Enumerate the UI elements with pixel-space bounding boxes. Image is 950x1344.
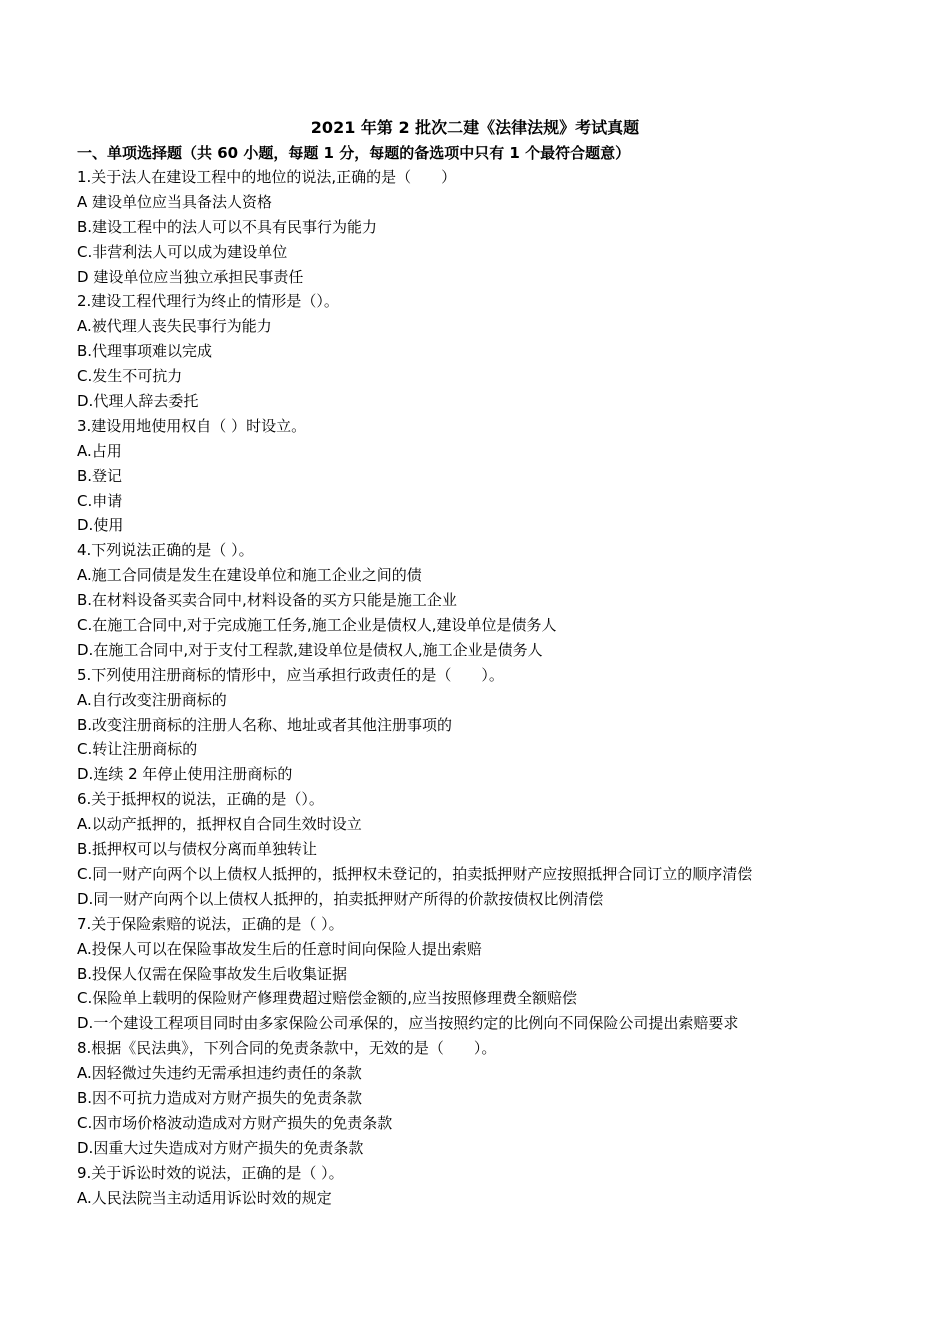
question-option: B.改变注册商标的注册人名称、地址或者其他注册事项的 bbox=[77, 715, 453, 734]
question-option: A.以动产抵押的，抵押权自合同生效时设立 bbox=[77, 815, 362, 834]
question-option: B.抵押权可以与债权分离而单独转让 bbox=[77, 840, 318, 859]
question-stem: 4.下列说法正确的是（ ）。 bbox=[77, 541, 254, 560]
section-header: 一、单项选择题（共 60 小题，每题 1 分，每题的备选项中只有 1 个最符合题意） bbox=[77, 144, 631, 162]
question-option: C.在施工合同中,对于完成施工任务,施工企业是债权人,建设单位是债务人 bbox=[77, 616, 557, 635]
question-option: D.因重大过失造成对方财产损失的免责条款 bbox=[77, 1138, 364, 1157]
question-option: B.建设工程中的法人可以不具有民事行为能力 bbox=[77, 217, 378, 236]
question-option: C.同一财产向两个以上债权人抵押的，抵押权未登记的，拍卖抵押财产应按照抵押合同订立的顺序清偿 bbox=[77, 864, 753, 883]
question-option: C.因市场价格波动造成对方财产损失的免责条款 bbox=[77, 1113, 393, 1132]
question-option: B.登记 bbox=[77, 466, 123, 485]
question-option: D.在施工合同中,对于支付工程款,建设单位是债权人,施工企业是债务人 bbox=[77, 640, 543, 659]
question-stem: 2.建设工程代理行为终止的情形是（）。 bbox=[77, 292, 339, 311]
question-option: B.因不可抗力造成对方财产损失的免责条款 bbox=[77, 1088, 363, 1107]
question-option: B.在材料设备买卖合同中,材料设备的买方只能是施工企业 bbox=[77, 591, 457, 610]
question-option: C.申请 bbox=[77, 491, 123, 510]
question-stem: 7.关于保险索赔的说法，正确的是（ ）。 bbox=[77, 914, 344, 933]
question-option: D 建设单位应当独立承担民事责任 bbox=[77, 267, 304, 286]
question-option: A.施工合同债是发生在建设单位和施工企业之间的债 bbox=[77, 566, 422, 585]
question-option: B.代理事项难以完成 bbox=[77, 342, 213, 361]
question-option: A.占用 bbox=[77, 441, 122, 460]
question-option: D.同一财产向两个以上债权人抵押的，拍卖抵押财产所得的价款按债权比例清偿 bbox=[77, 889, 604, 908]
question-option: A.人民法院当主动适用诉讼时效的规定 bbox=[77, 1188, 332, 1207]
question-stem: 3.建设用地使用权自（ ）时设立。 bbox=[77, 416, 307, 435]
question-option: D.连续 2 年停止使用注册商标的 bbox=[77, 765, 293, 784]
question-stem: 6.关于抵押权的说法，正确的是（）。 bbox=[77, 790, 324, 809]
question-stem: 8.根据《民法典》，下列合同的免责条款中，无效的是（ ）。 bbox=[77, 1039, 497, 1058]
question-option: C.保险单上载明的保险财产修理费超过赔偿金额的,应当按照修理费全额赔偿 bbox=[77, 989, 578, 1008]
question-option: C.非营利法人可以成为建设单位 bbox=[77, 242, 288, 261]
question-stem: 9.关于诉讼时效的说法，正确的是（ ）。 bbox=[77, 1163, 344, 1182]
question-option: D.代理人辞去委托 bbox=[77, 392, 199, 411]
question-option: C.转让注册商标的 bbox=[77, 740, 198, 759]
question-option: D.一个建设工程项目同时由多家保险公司承保的，应当按照约定的比例向不同保险公司提出索赔要求 bbox=[77, 1014, 739, 1033]
question-list bbox=[77, 165, 937, 1210]
question-option: A 建设单位应当具备法人资格 bbox=[77, 192, 273, 211]
question-stem: 1.关于法人在建设工程中的地位的说法,正确的是（ ） bbox=[77, 168, 457, 186]
question-option: D.使用 bbox=[77, 516, 124, 535]
question-option: A.因轻微过失违约无需承担违约责任的条款 bbox=[77, 1064, 362, 1083]
document-title: 2021 年第 2 批次二建《法律法规》考试真题 bbox=[310, 118, 640, 137]
question-option: A.被代理人丧失民事行为能力 bbox=[77, 317, 272, 336]
question-option: B.投保人仅需在保险事故发生后收集证据 bbox=[77, 964, 348, 983]
question-option: C.发生不可抗力 bbox=[77, 367, 183, 386]
question-option: A.投保人可以在保险事故发生后的任意时间向保险人提出索赔 bbox=[77, 939, 482, 958]
question-stem: 5.下列使用注册商标的情形中，应当承担行政责任的是（ ）。 bbox=[77, 665, 504, 684]
question-option: A.自行改变注册商标的 bbox=[77, 690, 227, 709]
